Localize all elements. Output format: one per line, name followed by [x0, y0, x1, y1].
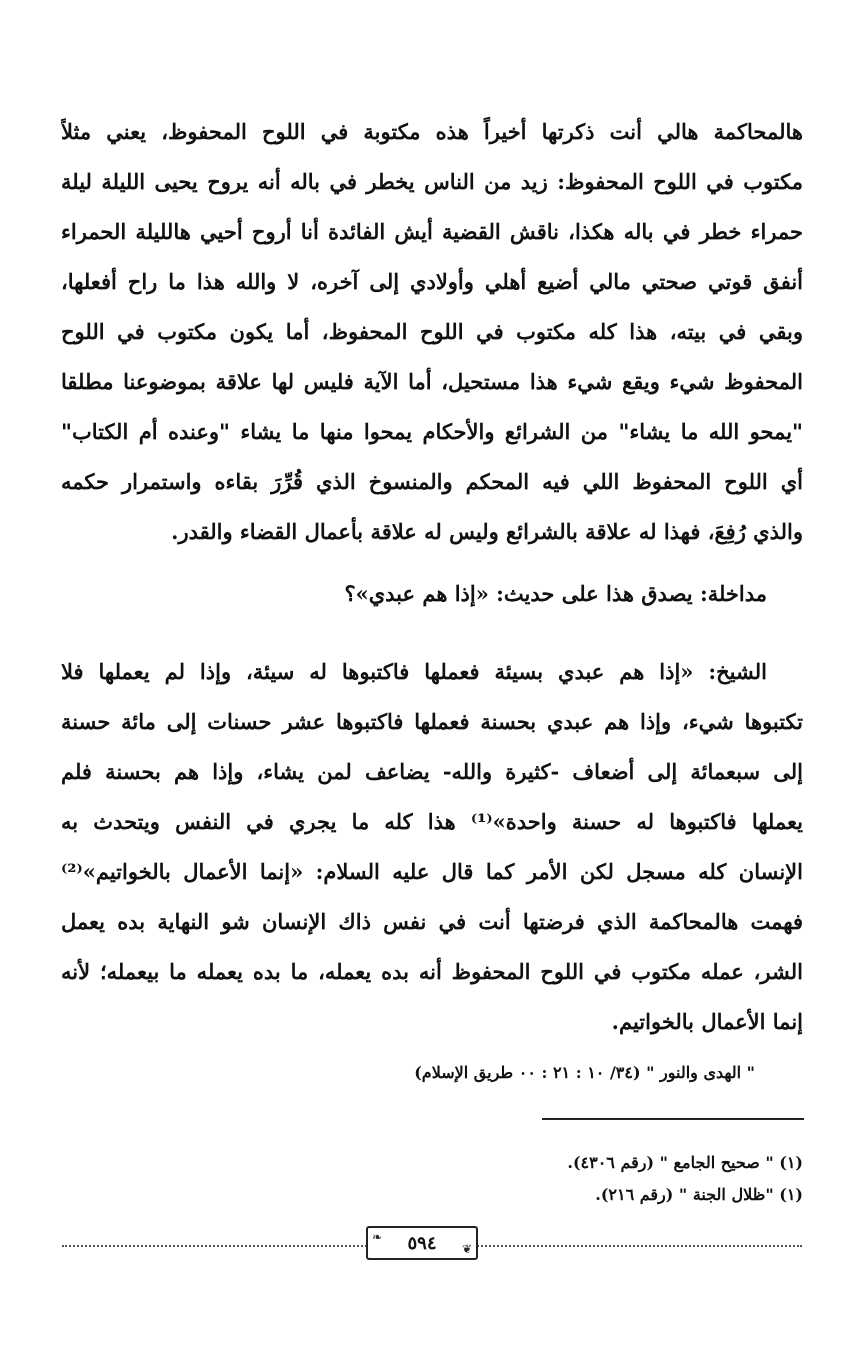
- text-line: أنفق قوتي صحتي مالي أضيع أهلي وأولادي إلى آخره، لا والله هذا ما راح أفعلها،: [61, 269, 803, 294]
- text-line: الشر، عمله مكتوب في اللوح المحفوظ أنه بده يعمله، ما بده يعمله ما بيعمله؛ لأنه: [61, 959, 803, 984]
- text-line: حمراء خطر في باله هكذا، ناقش القضية أيش الفائدة أنا أروح أحيي هالليلة الحمراء: [61, 219, 803, 244]
- question-line: [97, 574, 767, 614]
- question-speaker: مداخلة:: [699, 581, 767, 606]
- text-line: فهمت هالمحاكمة الذي فرضتها أنت في نفس ذاك الإنسان شو النهاية بده يعمل: [61, 909, 803, 934]
- text-line: إلى سبعمائة إلى أضعاف -كثيرة والله- يضاعف لمن يشاء، وإذا هم بحسنة فلم: [61, 759, 803, 784]
- text-line: هالمحاكمة هالي أنت ذكرتها أخيراً هذه مكتوبة في اللوح المحفوظ، يعني مثلاً: [61, 119, 803, 144]
- answer-text: «إذا هم عبدي بسيئة فعملها فاكتبوها له سيئة، وإذا لم يعملها فلا: [61, 659, 709, 684]
- answer-first-line: [61, 652, 767, 692]
- text-line: إنما الأعمال بالخواتيم.: [611, 1009, 803, 1034]
- source-citation: " الهدى والنور " (٣٤/ ١٠ : ٢١ : ٠٠ طريق الإسلام): [414, 1063, 755, 1082]
- text-line: الإنسان كله مسجل لكن الأمر كما قال عليه السلام: «إنما الأعمال بالخواتيم»⁽²⁾: [61, 859, 803, 884]
- question-text: يصدق هذا على حديث: «إذا هم عبدي»؟: [344, 581, 700, 606]
- footnote-2: (١) "ظلال الجنة " (رقم ٢١٦).: [595, 1185, 803, 1204]
- answer-speaker: الشيخ:: [708, 659, 767, 684]
- text-line: تكتبوها شيء، وإذا هم عبدي بحسنة فعملها فاكتبوها عشر حسنات إلى مائة حسنة: [61, 709, 803, 734]
- footnote-1: (١) " صحيح الجامع " (رقم ٤٣٠٦).: [567, 1153, 803, 1172]
- footnote-divider: [542, 1118, 804, 1120]
- ornament-icon: ❧: [372, 1230, 383, 1244]
- text-line: يعملها فاكتبوها له حسنة واحدة»⁽¹⁾ هذا كله ما يجري في النفس ويتحدث به: [61, 809, 803, 834]
- page-number-frame: [366, 1226, 478, 1260]
- text-line: المحفوظ شيء ويقع شيء هذا مستحيل، أما الآية فليس لها علاقة بموضوعنا مطلقا: [61, 369, 803, 394]
- text-line: أي اللوح المحفوظ اللي فيه المحكم والمنسوخ الذي قُرِّرَ بقاءه واستمرار حكمه: [61, 469, 803, 494]
- page-number: ٥٩٤: [407, 1233, 437, 1254]
- ornament-icon: ❦: [461, 1242, 472, 1256]
- text-line: وبقي في بيته، هذا كله مكتوب في اللوح المحفوظ، أما يكون مكتوب في اللوح: [61, 319, 803, 344]
- text-line: مكتوب في اللوح المحفوظ: زيد من الناس يخطر في باله أنه يروح يحيى الليلة ليلة: [61, 169, 803, 194]
- text-line: والذي رُفِعَ، فهذا له علاقة بالشرائع وليس له علاقة بأعمال القضاء والقدر.: [171, 519, 803, 544]
- text-line: "يمحو الله ما يشاء" من الشرائع والأحكام يمحوا منها ما يشاء "وعنده أم الكتاب": [61, 419, 803, 444]
